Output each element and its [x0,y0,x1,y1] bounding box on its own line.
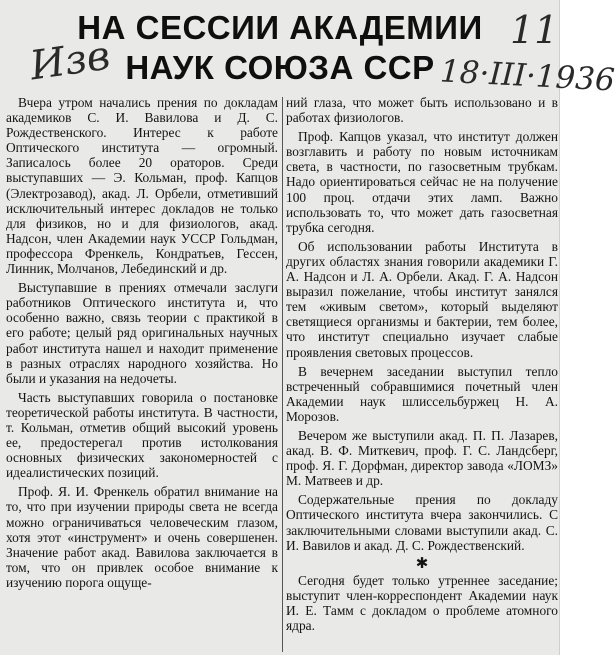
column-divider [282,97,283,652]
paragraph: Содержательные прения по докладу Оптического института вчера закончились. С заключительными словами выступили акад. С. И. Вавилов и акад. Д. С. Рождественский. [286,492,558,553]
paragraph: Часть выступавших говорила о постановке теоретической работы института. В частности, т. Кольман, отметив общий высокий уровень ее, предостерегал против истолкования основных физических закономерностей с идеалистических позиций. [6,389,278,481]
section-separator-star: ✱ [415,555,429,572]
paragraph: В вечернем заседании выступил тепло встреченный собравшимися почетный член Академии наук шлиссельбуржец Н. А. Морозов. [286,363,558,424]
paragraph: Сегодня будет только утреннее заседание; выступит член-корреспондент Академии наук И. Е. Тамм с докладом о проблеме атомного ядра. [286,572,558,633]
headline-line-1: НА СЕССИИ АКАДЕМИИ [77,9,483,46]
paragraph: Вчера утром начались прения по докладам академиков С. И. Вавилова и Д. С. Рождественского. Интерес к работе Оптического института — огромный. Записалось более 20 ораторов. Среди выступавших — Э. Кольман, проф. Капцов (Электрозавод), акад. Л. Орбели, отметивший исключительный интерес докладов не только для физиков, но и для физиологов, акад. Надсон, член Академии наук УССР Гольдман, профессора Френкель, Кондратьев, Гессен, Линник, Молчанов, Лебединский и др. [6,95,278,277]
paragraph: Вечером же выступили акад. П. П. Лазарев, акад. В. Ф. Миткевич, проф. Г. С. Ландсберг, проф. Я. Г. Дорфман, директор завода «ЛОМЗ» М. Матвеев и др. [286,427,558,489]
paragraph: Проф. Я. И. Френкель обратил внимание на то, что при изучении природы света не всегда можно ограничиваться человеческим глазом, хотя этот «инструмент» и очень совершенен. Значение работ акад. Вавилова заключается в том, что он привлек особое внимание к изучению порога ощуще- [6,484,278,590]
paragraph: Проф. Капцов указал, что институт должен возглавить и работу по новым источникам света, в частности, по газосветным трубкам. Надо ориентироваться сейчас не на получение 100 проц. отдачи этих ламп. Важно использовать то, что может дать газосветная трубка сегодня. [286,129,558,235]
paragraph: ний глаза, что может быть использовано и в работах физиологов. [286,95,558,126]
paragraph: Выступавшие в прениях отмечали заслуги работников Оптического института и, что особенно важно, связь теории с практикой в его работе; целый ряд оригинальных научных работ института нашел и находит применение в разных отраслях народного хозяйства. Но были и указания на недочеты. [6,280,278,386]
article-body [6,95,558,655]
handwritten-source-note: Изв [27,32,113,90]
handwritten-number-note: 11 [510,8,559,52]
headline-line-2: НАУК СОЮЗА ССР [125,49,435,86]
handwritten-date-note: 18·III·1936 [439,53,616,99]
right-column [286,95,558,637]
left-column [6,95,278,594]
paragraph: Об использовании работы Института в других областях знания говорили академики Г. А. Надсон и Л. А. Орбели. Акад. Г. А. Надсон выразил пожелание, чтобы институт занялся тем «живым светом», который выделяют светящиеся организмы и бактерии, тем более, что институт специально изучает слабые проявления световых процессов. [286,238,558,360]
